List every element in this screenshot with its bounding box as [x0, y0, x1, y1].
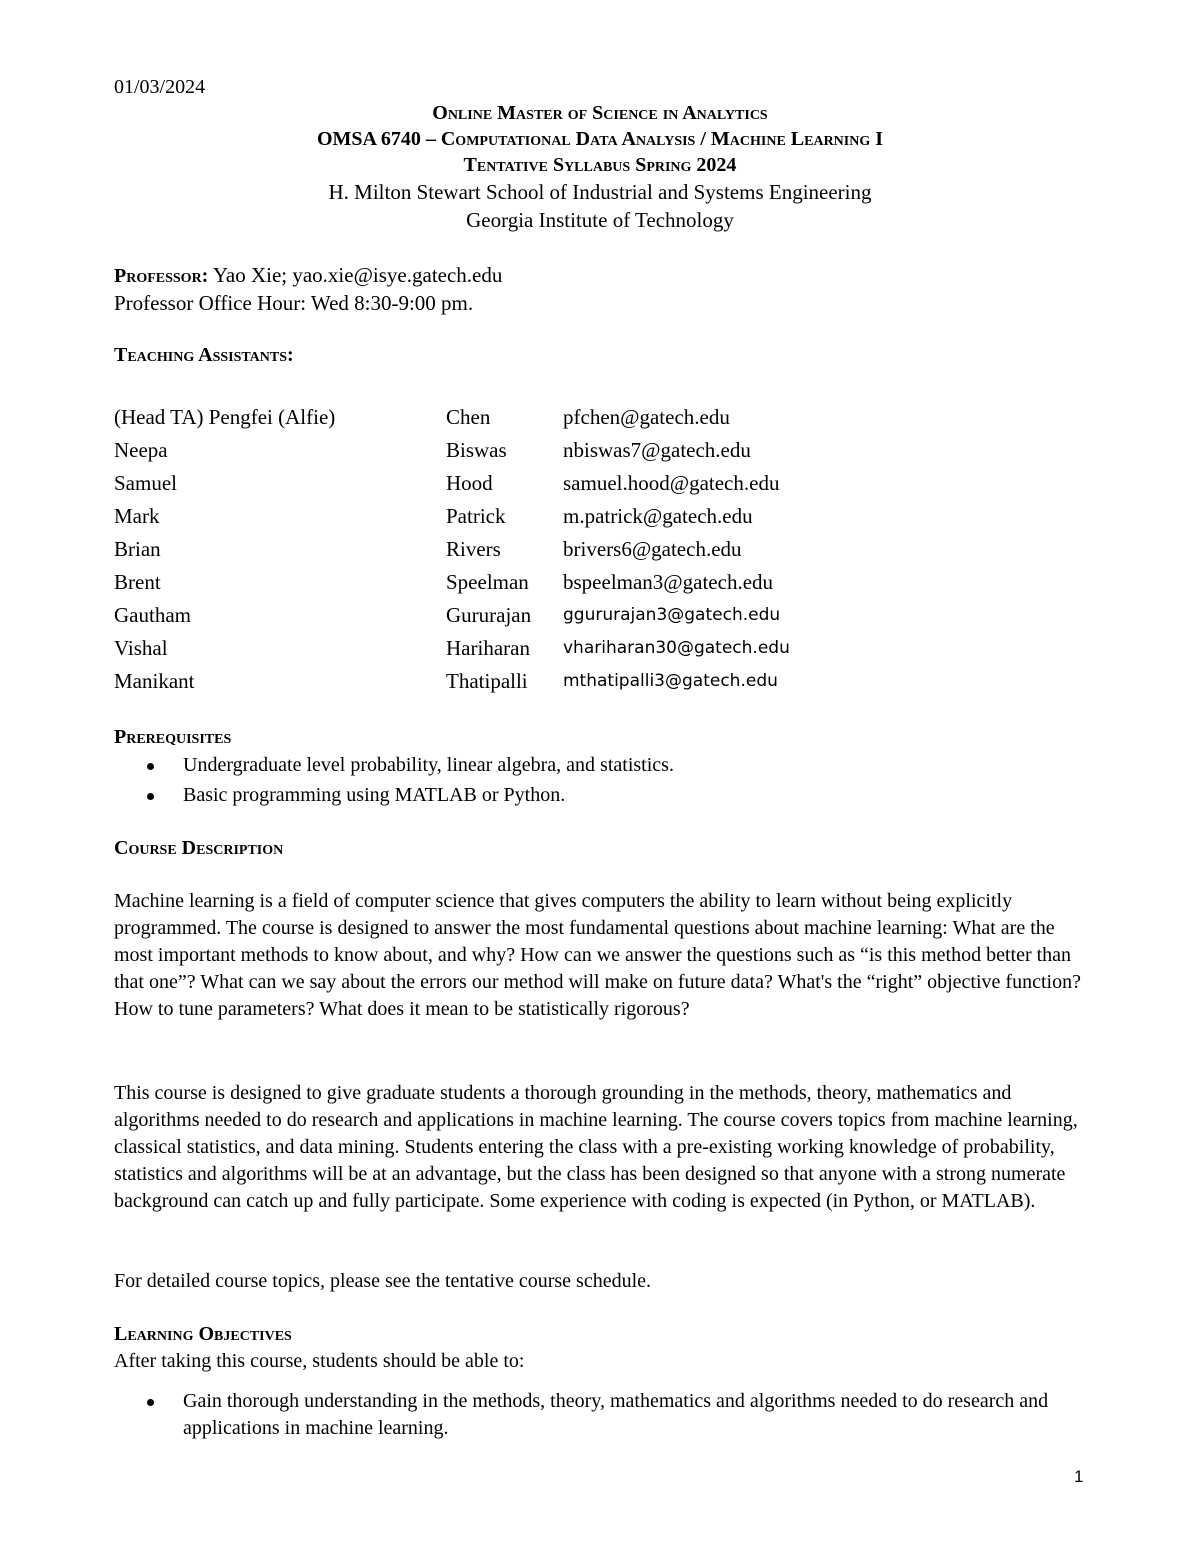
professor-section	[114, 262, 1089, 317]
table-row	[114, 500, 963, 533]
list-item	[114, 752, 1089, 782]
document-date: 01/03/2024	[114, 76, 206, 98]
ta-first-name: Neepa	[114, 438, 168, 462]
syllabus-title: Tentative Syllabus Spring 2024	[463, 154, 737, 176]
course-description-heading-block	[114, 835, 1089, 862]
course-description-heading: Course Description	[114, 837, 284, 859]
list-item	[114, 782, 1089, 809]
ta-first-name: Gautham	[114, 603, 191, 627]
bullet-icon	[147, 1399, 154, 1406]
ta-first-name: Manikant	[114, 669, 195, 693]
course-title: OMSA 6740 – Computational Data Analysis / Machine Learning I	[316, 128, 884, 150]
ta-table	[114, 401, 963, 698]
prerequisites-list	[114, 752, 1089, 809]
table-row	[114, 632, 963, 665]
table-row	[114, 599, 963, 632]
table-row	[114, 665, 963, 698]
institute-name: Georgia Institute of Technology	[466, 208, 734, 232]
ta-last-name: Thatipalli	[446, 669, 528, 693]
ta-email: mthatipalli3@gatech.edu	[563, 671, 778, 691]
learning-objectives-heading: Learning Objectives	[114, 1323, 292, 1345]
list-item-text: Gain thorough understanding in the methods, theory, mathematics and algorithms needed to do research and applications in machine learning.	[183, 1390, 1049, 1439]
prerequisites-heading: Prerequisites	[114, 726, 232, 748]
course-description-paragraph-1: Machine learning is a field of computer science that gives computers the ability to learn without being explicitly programmed. The course is designed to answer the most fundamental questions about machine learning: What are the most important methods to know about, and why? How can we answer the questions such as “is this method better than that one”? What can we say about the errors our method will make on future data? What's the “right” objective function? How to tune parameters? What does it mean to be statistically rigorous?	[114, 890, 1081, 1020]
program-title: Online Master of Science in Analytics	[432, 102, 768, 124]
ta-heading-block	[114, 342, 1089, 369]
table-row	[114, 566, 963, 599]
ta-last-name: Hood	[446, 471, 493, 495]
ta-email: vhariharan30@gatech.edu	[563, 638, 790, 658]
ta-heading: Teaching Assistants:	[114, 344, 294, 366]
ta-first-name: Brian	[114, 537, 161, 561]
ta-email: m.patrick@gatech.edu	[563, 504, 753, 528]
ta-email: nbiswas7@gatech.edu	[563, 438, 751, 462]
document-header	[0, 100, 1200, 234]
bullet-icon	[147, 793, 154, 800]
school-name: H. Milton Stewart School of Industrial and Systems Engineering	[328, 180, 872, 204]
learning-objectives-list	[114, 1388, 1089, 1442]
learning-objectives-intro: After taking this course, students should be able to:	[114, 1350, 525, 1372]
table-row	[114, 533, 963, 566]
course-description-paragraph-2: This course is designed to give graduate students a thorough grounding in the methods, theory, mathematics and algorithms needed to do research and applications in machine learning. The course covers topics from machine learning, classical statistics, and data mining. Students entering the class with a pre-existing working knowledge of probability, statistics and algorithms will be at an advantage, but the class has been designed so that anyone with a strong numerate background can catch up and fully participate. Some experience with coding is expected (in Python, or MATLAB).	[114, 1082, 1078, 1212]
ta-email: pfchen@gatech.edu	[563, 405, 730, 429]
ta-last-name: Speelman	[446, 570, 529, 594]
ta-email: ggururajan3@gatech.edu	[563, 605, 781, 625]
professor-value: Yao Xie; yao.xie@isye.gatech.edu	[208, 263, 503, 287]
ta-email: brivers6@gatech.edu	[563, 537, 742, 561]
ta-first-name: Brent	[114, 570, 161, 594]
ta-first-name: Samuel	[114, 471, 177, 495]
ta-first-name: Vishal	[114, 636, 168, 660]
professor-office-hour: Professor Office Hour: Wed 8:30-9:00 pm.	[114, 291, 474, 315]
list-item	[114, 1388, 1089, 1442]
ta-last-name: Rivers	[446, 537, 501, 561]
page-number: 1	[1074, 1467, 1084, 1486]
table-row	[114, 401, 963, 434]
ta-email: samuel.hood@gatech.edu	[563, 471, 780, 495]
ta-first-name: (Head TA) Pengfei (Alfie)	[114, 405, 336, 429]
professor-label: Professor:	[114, 265, 209, 287]
list-item-text: Basic programming using MATLAB or Python.	[183, 784, 566, 806]
ta-email: bspeelman3@gatech.edu	[563, 570, 774, 594]
ta-last-name: Hariharan	[446, 636, 530, 660]
ta-first-name: Mark	[114, 504, 160, 528]
course-description-paragraph-3: For detailed course topics, please see the tentative course schedule.	[114, 1270, 652, 1292]
ta-last-name: Chen	[446, 405, 491, 429]
table-row	[114, 434, 963, 467]
bullet-icon	[147, 763, 154, 770]
prerequisites-section	[114, 724, 1089, 809]
learning-objectives-section	[114, 1321, 1089, 1442]
ta-last-name: Biswas	[446, 438, 507, 462]
table-row	[114, 467, 963, 500]
ta-last-name: Gururajan	[446, 603, 532, 627]
ta-last-name: Patrick	[446, 504, 506, 528]
list-item-text: Undergraduate level probability, linear algebra, and statistics.	[183, 754, 674, 776]
